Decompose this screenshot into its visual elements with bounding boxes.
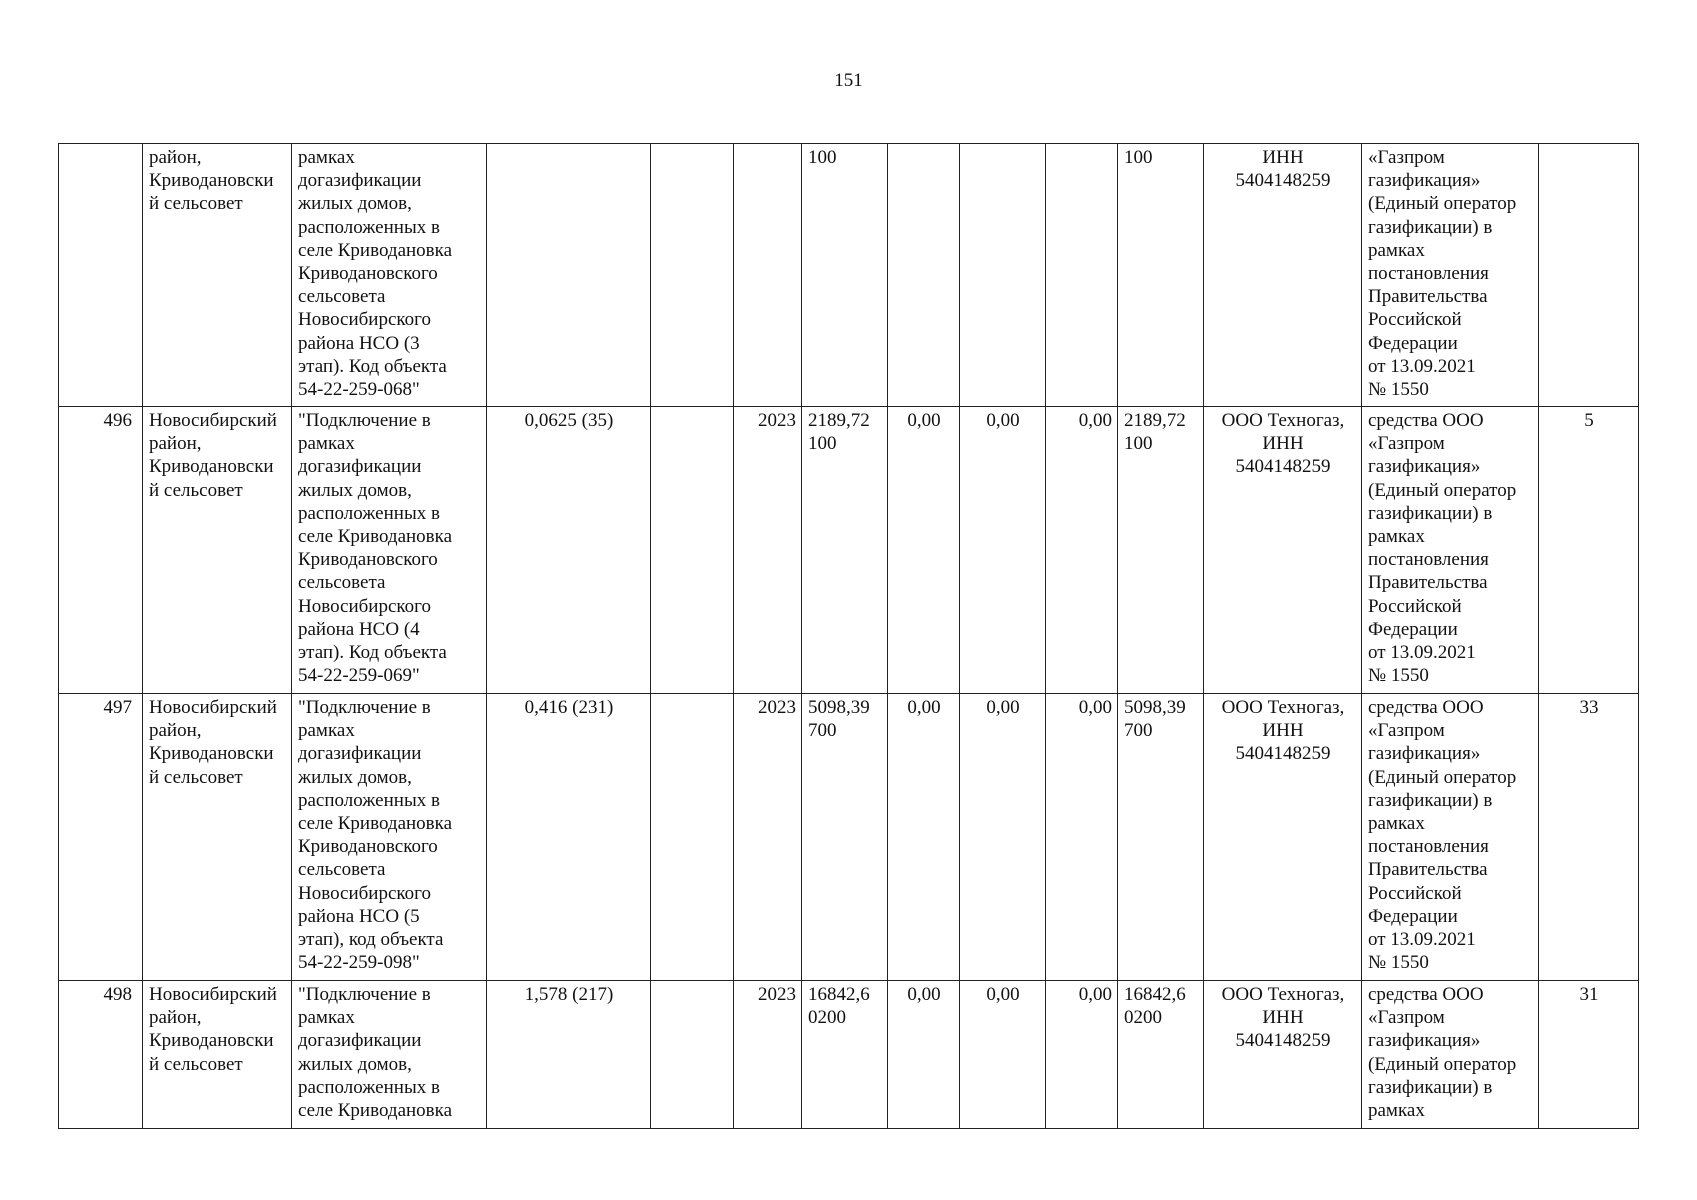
table-row: [59, 694, 1639, 981]
cell-executor: ИНН 5404148259: [1204, 144, 1362, 407]
data-table: [58, 143, 1639, 1129]
table-body: [59, 144, 1639, 1129]
cell-number: 496: [59, 407, 143, 694]
cell-district: район, Криводановски й сельсовет: [143, 144, 292, 407]
cell-executor: ООО Техногаз, ИНН 5404148259: [1204, 981, 1362, 1129]
cell-col5: [651, 981, 734, 1129]
table-row: [59, 407, 1639, 694]
cell-funding-source: средства ООО «Газпром газификация» (Единый оператор газификации) в рамках постановления Правительства Российской Федерации от 13.09.2021 № 1550: [1362, 694, 1539, 981]
cell-object-name: "Подключение в рамках догазификации жилых домов, расположенных в селе Криводановка Криводановского сельсовета Новосибирского района НСО (5 этап), код объекта 54-22-259-098": [292, 694, 487, 981]
cell-length: [487, 144, 651, 407]
cell-district: Новосибирский район, Криводановски й сельсовет: [143, 694, 292, 981]
cell-length: 1,578 (217): [487, 981, 651, 1129]
cell-year: 2023: [734, 981, 802, 1129]
cell-length: 0,0625 (35): [487, 407, 651, 694]
cell-number: 498: [59, 981, 143, 1129]
cell-col11: 2189,72 100: [1118, 407, 1204, 694]
cell-object-name: "Подключение в рамках догазификации жилых домов, расположенных в селе Криводановка Криводановского сельсовета Новосибирского района НСО (4 этап). Код объекта 54-22-259-069": [292, 407, 487, 694]
cell-year: [734, 144, 802, 407]
cell-year: 2023: [734, 694, 802, 981]
cell-funding-source: средства ООО «Газпром газификация» (Единый оператор газификации) в рамках: [1362, 981, 1539, 1129]
table-row: [59, 981, 1639, 1129]
cell-count: 33: [1539, 694, 1639, 981]
cell-funding-source: средства ООО «Газпром газификация» (Единый оператор газификации) в рамках постановления Правительства Российской Федерации от 13.09.2021 № 1550: [1362, 407, 1539, 694]
cell-object-name: "Подключение в рамках догазификации жилых домов, расположенных в селе Криводановка: [292, 981, 487, 1129]
cell-total: 5098,39 700: [802, 694, 888, 981]
cell-count: 31: [1539, 981, 1639, 1129]
cell-total: 2189,72 100: [802, 407, 888, 694]
cell-col9: 0,00: [960, 694, 1046, 981]
cell-total: 100: [802, 144, 888, 407]
cell-funding-source: «Газпром газификация» (Единый оператор газификации) в рамках постановления Правительства Российской Федерации от 13.09.2021 № 1550: [1362, 144, 1539, 407]
cell-col9: 0,00: [960, 981, 1046, 1129]
cell-length: 0,416 (231): [487, 694, 651, 981]
cell-col10: 0,00: [1046, 981, 1118, 1129]
cell-count: 5: [1539, 407, 1639, 694]
cell-executor: ООО Техногаз, ИНН 5404148259: [1204, 694, 1362, 981]
table-row: [59, 144, 1639, 407]
cell-col8: 0,00: [888, 407, 960, 694]
page-number: 151: [834, 70, 863, 91]
cell-col8: 0,00: [888, 694, 960, 981]
cell-col5: [651, 407, 734, 694]
cell-number: 497: [59, 694, 143, 981]
cell-col5: [651, 144, 734, 407]
cell-number: [59, 144, 143, 407]
cell-count: [1539, 144, 1639, 407]
cell-col8: [888, 144, 960, 407]
cell-col9: [960, 144, 1046, 407]
cell-year: 2023: [734, 407, 802, 694]
cell-col11: 16842,6 0200: [1118, 981, 1204, 1129]
cell-col8: 0,00: [888, 981, 960, 1129]
cell-col10: 0,00: [1046, 407, 1118, 694]
cell-total: 16842,6 0200: [802, 981, 888, 1129]
cell-col10: 0,00: [1046, 694, 1118, 981]
cell-col11: 100: [1118, 144, 1204, 407]
cell-col10: [1046, 144, 1118, 407]
cell-district: Новосибирский район, Криводановски й сельсовет: [143, 981, 292, 1129]
cell-object-name: рамках догазификации жилых домов, расположенных в селе Криводановка Криводановского сельсовета Новосибирского района НСО (3 этап). Код объекта 54-22-259-068": [292, 144, 487, 407]
cell-col9: 0,00: [960, 407, 1046, 694]
cell-executor: ООО Техногаз, ИНН 5404148259: [1204, 407, 1362, 694]
cell-district: Новосибирский район, Криводановски й сельсовет: [143, 407, 292, 694]
cell-col5: [651, 694, 734, 981]
cell-col11: 5098,39 700: [1118, 694, 1204, 981]
